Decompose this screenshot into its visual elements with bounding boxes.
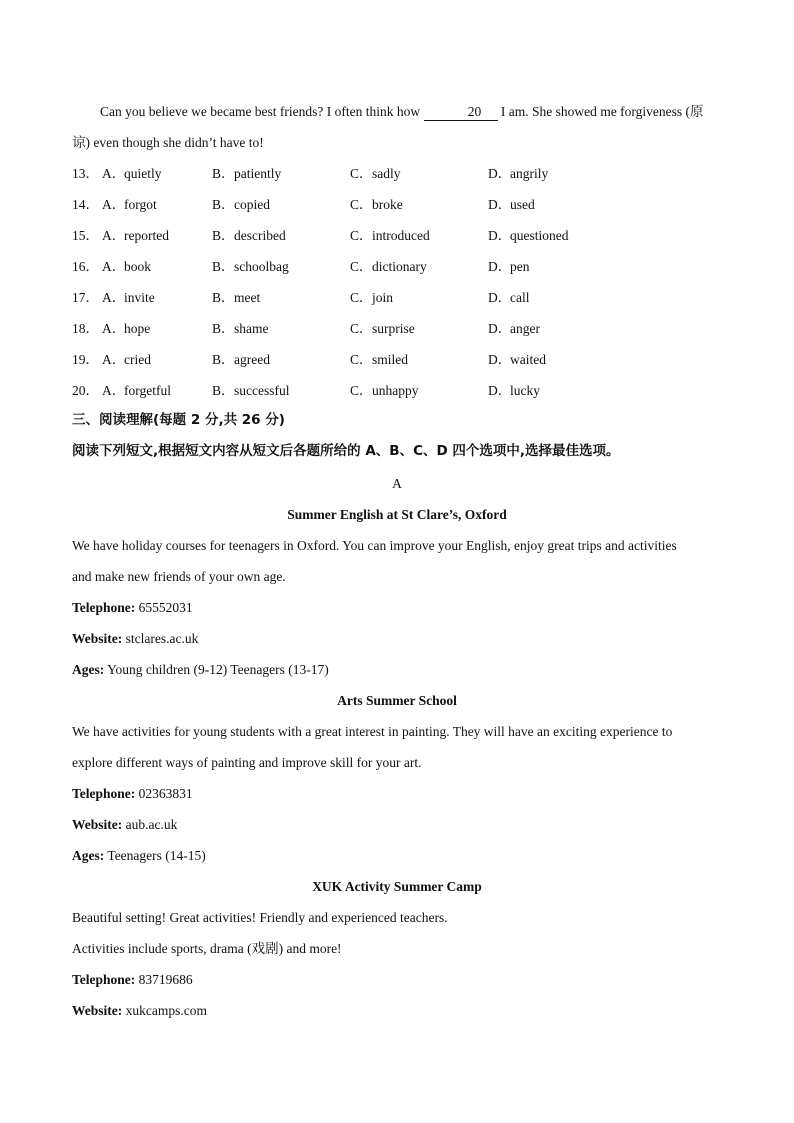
ad-title: Summer English at St Clare’s, Oxford bbox=[287, 507, 507, 522]
question-list bbox=[72, 158, 722, 406]
question-row bbox=[72, 220, 722, 251]
question-number: 15． bbox=[72, 228, 99, 243]
question-row bbox=[72, 282, 722, 313]
option-letter: A． bbox=[102, 259, 126, 274]
option-text: forgetful bbox=[124, 383, 171, 398]
option-text: smiled bbox=[372, 352, 408, 367]
passage-line-1 bbox=[72, 96, 722, 127]
question-number: 16． bbox=[72, 259, 99, 274]
option-a bbox=[102, 282, 212, 313]
option-text: unhappy bbox=[372, 383, 419, 398]
website-value: stclares.ac.uk bbox=[125, 631, 199, 646]
ad-ages bbox=[72, 654, 722, 685]
question-number: 17． bbox=[72, 290, 99, 305]
option-b bbox=[212, 313, 350, 344]
option-a bbox=[102, 313, 212, 344]
option-d bbox=[488, 251, 628, 282]
option-d bbox=[488, 313, 628, 344]
question-row bbox=[72, 313, 722, 344]
ages-label: Ages: bbox=[72, 662, 105, 677]
option-b bbox=[212, 375, 350, 406]
ad-telephone bbox=[72, 778, 722, 809]
option-c bbox=[350, 282, 488, 313]
ages-value: Young children (9-12) Teenagers (13-17) bbox=[107, 662, 329, 677]
ad-title: XUK Activity Summer Camp bbox=[312, 879, 482, 894]
question-row bbox=[72, 251, 722, 282]
option-letter: C． bbox=[350, 166, 373, 181]
option-letter: C． bbox=[350, 228, 373, 243]
option-letter: D． bbox=[488, 321, 512, 336]
option-a bbox=[102, 189, 212, 220]
option-c bbox=[350, 375, 488, 406]
option-letter: C． bbox=[350, 197, 373, 212]
telephone-label: Telephone: bbox=[72, 972, 136, 987]
option-d bbox=[488, 220, 628, 251]
option-text: waited bbox=[510, 352, 546, 367]
option-a bbox=[102, 220, 212, 251]
option-letter: D． bbox=[488, 166, 512, 181]
passage-text: I am. She showed me forgiveness (原 bbox=[500, 104, 704, 119]
option-text: book bbox=[124, 259, 151, 274]
telephone-value: 65552031 bbox=[138, 600, 193, 615]
website-value: aub.ac.uk bbox=[125, 817, 178, 832]
ad-body: We have holiday courses for teenagers in Oxford. You can improve your English, enjoy great trips and activities bbox=[72, 538, 677, 553]
option-b bbox=[212, 220, 350, 251]
option-text: used bbox=[510, 197, 535, 212]
option-letter: D． bbox=[488, 197, 512, 212]
option-letter: B． bbox=[212, 290, 235, 305]
option-text: dictionary bbox=[372, 259, 427, 274]
option-letter: C． bbox=[350, 259, 373, 274]
option-text: questioned bbox=[510, 228, 569, 243]
option-text: invite bbox=[124, 290, 155, 305]
option-letter: B． bbox=[212, 383, 235, 398]
ages-value: Teenagers (14-15) bbox=[107, 848, 206, 863]
telephone-value: 02363831 bbox=[138, 786, 193, 801]
question-row bbox=[72, 375, 722, 406]
option-text: call bbox=[510, 290, 530, 305]
option-d bbox=[488, 375, 628, 406]
option-letter: D． bbox=[488, 259, 512, 274]
option-letter: C． bbox=[350, 352, 373, 367]
telephone-value: 83719686 bbox=[138, 972, 193, 987]
ad-ages bbox=[72, 840, 722, 871]
website-value: xukcamps.com bbox=[125, 1003, 207, 1018]
ad-website bbox=[72, 809, 722, 840]
option-a bbox=[102, 375, 212, 406]
option-letter: B． bbox=[212, 166, 235, 181]
option-text: described bbox=[234, 228, 286, 243]
ad-body: We have activities for young students with a great interest in painting. They will have an exciting experience to bbox=[72, 724, 673, 739]
option-d bbox=[488, 282, 628, 313]
telephone-label: Telephone: bbox=[72, 786, 136, 801]
telephone-label: Telephone: bbox=[72, 600, 136, 615]
option-text: angrily bbox=[510, 166, 549, 181]
option-text: lucky bbox=[510, 383, 540, 398]
question-row bbox=[72, 189, 722, 220]
ad-title: Arts Summer School bbox=[337, 693, 457, 708]
question-row bbox=[72, 158, 722, 189]
option-c bbox=[350, 251, 488, 282]
question-number: 18． bbox=[72, 321, 99, 336]
option-d bbox=[488, 344, 628, 375]
option-text: cried bbox=[124, 352, 151, 367]
option-d bbox=[488, 158, 628, 189]
option-text: agreed bbox=[234, 352, 270, 367]
ad-telephone bbox=[72, 592, 722, 623]
option-b bbox=[212, 344, 350, 375]
option-letter: A． bbox=[102, 383, 126, 398]
option-letter: D． bbox=[488, 228, 512, 243]
option-letter: B． bbox=[212, 321, 235, 336]
option-a bbox=[102, 158, 212, 189]
option-letter: D． bbox=[488, 290, 512, 305]
website-label: Website: bbox=[72, 1003, 123, 1018]
option-a bbox=[102, 344, 212, 375]
part-label: A bbox=[392, 476, 402, 491]
option-letter: A． bbox=[102, 352, 126, 367]
option-text: patiently bbox=[234, 166, 282, 181]
section-instruction: 阅读下列短文,根据短文内容从短文后各题所给的 A、B、C、D 四个选项中,选择最佳选项。 bbox=[72, 443, 620, 459]
option-letter: A． bbox=[102, 321, 126, 336]
option-letter: B． bbox=[212, 352, 235, 367]
option-b bbox=[212, 282, 350, 313]
answer-blank: 20 bbox=[424, 104, 498, 121]
option-d bbox=[488, 189, 628, 220]
option-b bbox=[212, 158, 350, 189]
option-text: hope bbox=[124, 321, 151, 336]
ad-body: and make new friends of your own age. bbox=[72, 569, 286, 584]
ad-summer-english bbox=[72, 499, 722, 685]
option-text: sadly bbox=[372, 166, 401, 181]
ad-xuk-summer-camp bbox=[72, 871, 722, 1026]
option-a bbox=[102, 251, 212, 282]
option-c bbox=[350, 189, 488, 220]
option-text: broke bbox=[372, 197, 403, 212]
option-c bbox=[350, 220, 488, 251]
option-text: join bbox=[372, 290, 394, 305]
option-letter: C． bbox=[350, 321, 373, 336]
option-text: copied bbox=[234, 197, 270, 212]
website-label: Website: bbox=[72, 631, 123, 646]
option-text: successful bbox=[234, 383, 290, 398]
option-text: pen bbox=[510, 259, 530, 274]
option-text: anger bbox=[510, 321, 540, 336]
option-c bbox=[350, 313, 488, 344]
question-row bbox=[72, 344, 722, 375]
option-text: reported bbox=[124, 228, 169, 243]
ad-body: Beautiful setting! Great activities! Friendly and experienced teachers. bbox=[72, 910, 448, 925]
question-number: 14． bbox=[72, 197, 99, 212]
option-c bbox=[350, 344, 488, 375]
option-letter: B． bbox=[212, 259, 235, 274]
exam-page bbox=[72, 96, 722, 1026]
option-letter: B． bbox=[212, 197, 235, 212]
question-number: 20． bbox=[72, 383, 99, 398]
option-letter: D． bbox=[488, 383, 512, 398]
website-label: Website: bbox=[72, 817, 123, 832]
option-letter: C． bbox=[350, 290, 373, 305]
option-letter: A． bbox=[102, 290, 126, 305]
option-text: meet bbox=[234, 290, 261, 305]
ad-arts-summer-school bbox=[72, 685, 722, 871]
question-number: 13． bbox=[72, 166, 99, 181]
option-text: schoolbag bbox=[234, 259, 289, 274]
option-text: quietly bbox=[124, 166, 162, 181]
passage-line-2: 谅) even though she didn’t have to! bbox=[72, 135, 264, 150]
option-c bbox=[350, 158, 488, 189]
ad-body: Activities include sports, drama (戏剧) and more! bbox=[72, 941, 342, 956]
option-text: introduced bbox=[372, 228, 430, 243]
option-text: surprise bbox=[372, 321, 415, 336]
option-letter: A． bbox=[102, 228, 126, 243]
option-b bbox=[212, 251, 350, 282]
section-heading: 三、阅读理解(每题 2 分,共 26 分) bbox=[72, 412, 285, 428]
option-letter: A． bbox=[102, 166, 126, 181]
option-letter: D． bbox=[488, 352, 512, 367]
option-text: shame bbox=[234, 321, 269, 336]
option-letter: C． bbox=[350, 383, 373, 398]
question-number: 19． bbox=[72, 352, 99, 367]
ad-telephone bbox=[72, 964, 722, 995]
ad-body: explore different ways of painting and improve skill for your art. bbox=[72, 755, 422, 770]
option-text: forgot bbox=[124, 197, 157, 212]
option-b bbox=[212, 189, 350, 220]
passage-text: Can you believe we became best friends? I often think how bbox=[100, 104, 421, 119]
ad-website bbox=[72, 623, 722, 654]
ad-website bbox=[72, 995, 722, 1026]
option-letter: B． bbox=[212, 228, 235, 243]
option-letter: A． bbox=[102, 197, 126, 212]
ages-label: Ages: bbox=[72, 848, 105, 863]
